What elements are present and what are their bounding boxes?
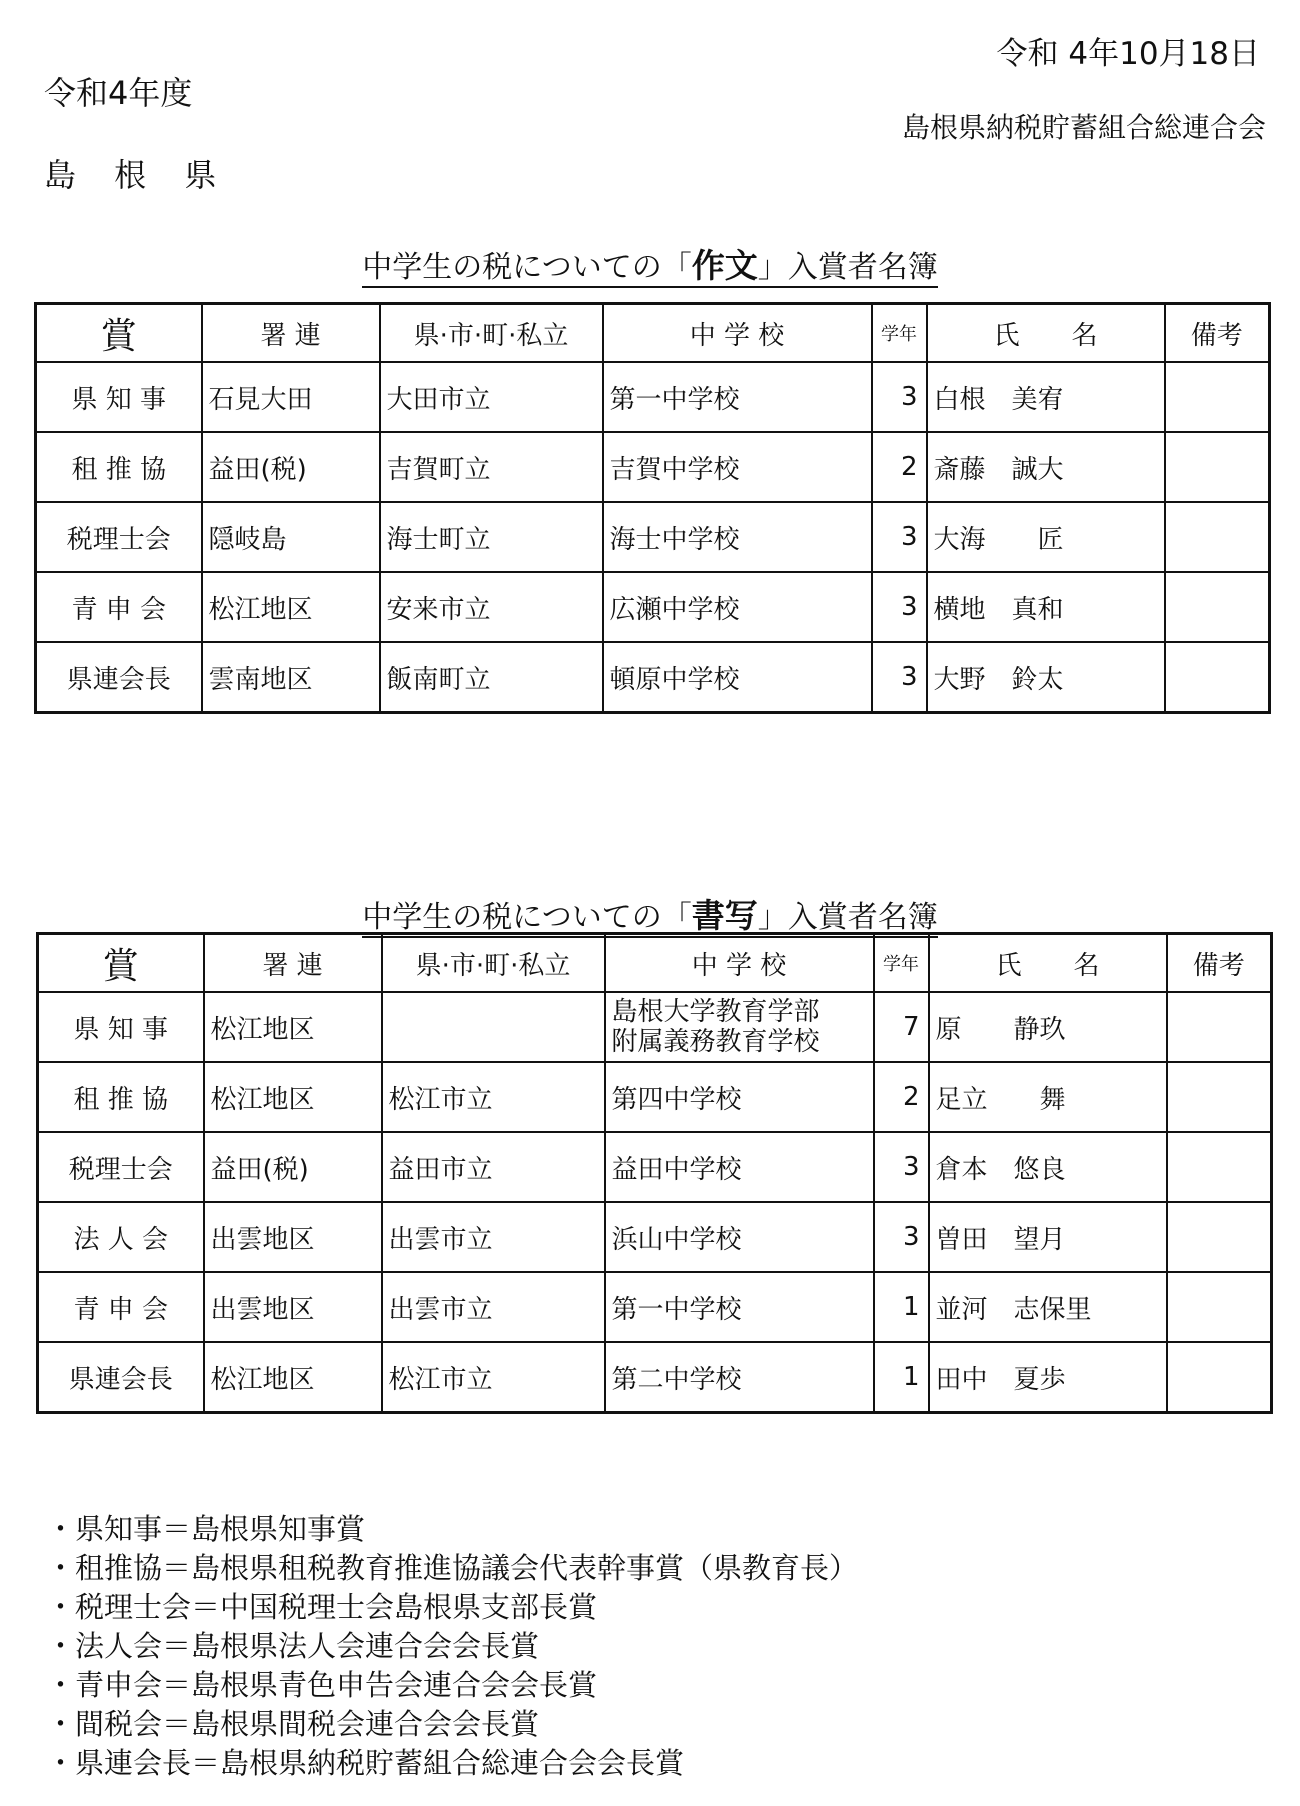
district-cell: 隠岐島 [202,502,380,572]
municipality-cell: 安来市立 [380,572,603,642]
municipality-cell: 出雲市立 [382,1202,605,1272]
table-row [36,502,1270,572]
award-cell: 県連会長 [38,1342,204,1413]
grade-cell: 1 [874,1272,929,1342]
col-name: 氏 名 [929,934,1167,993]
municipality-cell: 吉賀町立 [380,432,603,502]
table-row [36,572,1270,642]
municipality-cell: 松江市立 [382,1062,605,1132]
name-cell: 原 静玖 [929,992,1167,1062]
school-cell: 浜山中学校 [605,1202,874,1272]
municipality-cell: 大田市立 [380,362,603,432]
col-district: 署 連 [202,304,380,363]
municipality-cell: 松江市立 [382,1342,605,1413]
name-cell: 白根 美宥 [927,362,1165,432]
award-cell: 法 人 会 [38,1202,204,1272]
grade-cell: 3 [874,1132,929,1202]
award-cell: 青 申 会 [38,1272,204,1342]
table-header-row [38,934,1272,993]
district-cell: 松江地区 [202,572,380,642]
note-cell [1167,992,1272,1062]
grade-cell: 3 [872,572,927,642]
district-cell: 松江地区 [204,1342,382,1413]
name-cell: 足立 舞 [929,1062,1167,1132]
school-cell: 広瀬中学校 [603,572,872,642]
col-award: 賞 [36,304,202,363]
table-row [36,432,1270,502]
col-note: 備考 [1165,304,1270,363]
calligraphy-title: 中学生の税についての「書写」入賞者名簿 [0,890,1300,937]
school-cell: 第一中学校 [603,362,872,432]
award-legend [46,1510,858,1783]
school-cell: 第四中学校 [605,1062,874,1132]
note-cell [1165,502,1270,572]
note-cell [1167,1062,1272,1132]
note-cell [1167,1132,1272,1202]
col-grade: 学年 [872,304,927,363]
legend-item: ・税理士会＝中国税理士会島根県支部長賞 [46,1590,598,1624]
grade-cell: 7 [874,992,929,1062]
table-row [36,642,1270,713]
note-cell [1165,432,1270,502]
table-row [38,1132,1272,1202]
col-school: 中 学 校 [605,934,874,993]
table-row [38,1342,1272,1413]
name-cell: 並河 志保里 [929,1272,1167,1342]
name-cell: 曽田 望月 [929,1202,1167,1272]
district-cell: 松江地区 [204,1062,382,1132]
school-line-1: 島根大学教育学部 [611,997,820,1027]
name-cell: 大海 匠 [927,502,1165,572]
legend-item: ・県連会長＝島根県納税貯蓄組合総連合会会長賞 [46,1746,685,1780]
grade-cell: 2 [872,432,927,502]
award-cell: 青 申 会 [36,572,202,642]
col-grade: 学年 [874,934,929,993]
col-municipality: 県·市·町·私立 [382,934,605,993]
award-cell: 県 知 事 [38,992,204,1062]
note-cell [1165,362,1270,432]
name-cell: 倉本 悠良 [929,1132,1167,1202]
calligraphy-winners-table [36,932,1273,1414]
municipality-cell: 海士町立 [380,502,603,572]
district-cell: 石見大田 [202,362,380,432]
award-cell: 租 推 協 [36,432,202,502]
school-cell: 益田中学校 [605,1132,874,1202]
table-row [38,1272,1272,1342]
organization-name: 島根県納税貯蓄組合総連合会 [901,111,1266,144]
award-cell: 税理士会 [38,1132,204,1202]
table-row [38,992,1272,1062]
fiscal-year: 令和4年度 [44,74,193,112]
district-cell: 益田(税) [204,1132,382,1202]
col-note: 備考 [1167,934,1272,993]
col-school: 中 学 校 [603,304,872,363]
col-award: 賞 [38,934,204,993]
district-cell: 出雲地区 [204,1272,382,1342]
school-cell [605,992,874,1062]
essay-title: 中学生の税についての「作文」入賞者名簿 [0,240,1300,287]
legend-item: ・県知事＝島根県知事賞 [46,1512,366,1546]
document-date: 令和 4年10月18日 [996,36,1260,72]
municipality-cell: 出雲市立 [382,1272,605,1342]
col-name: 氏 名 [927,304,1165,363]
col-district: 署 連 [204,934,382,993]
district-cell: 松江地区 [204,992,382,1062]
school-cell: 第二中学校 [605,1342,874,1413]
note-cell [1167,1272,1272,1342]
district-cell: 雲南地区 [202,642,380,713]
award-cell: 租 推 協 [38,1062,204,1132]
table-row [38,1062,1272,1132]
table-header-row [36,304,1270,363]
school-cell: 吉賀中学校 [603,432,872,502]
name-cell: 大野 鈴太 [927,642,1165,713]
note-cell [1167,1202,1272,1272]
prefecture-name: 島 根 県 [44,156,231,194]
legend-item: ・青申会＝島根県青色申告会連合会会長賞 [46,1668,598,1702]
legend-item: ・間税会＝島根県間税会連合会会長賞 [46,1707,540,1741]
district-cell: 益田(税) [202,432,380,502]
legend-item: ・法人会＝島根県法人会連合会会長賞 [46,1629,540,1663]
grade-cell: 3 [874,1202,929,1272]
school-line-2: 附属義務教育学校 [611,1027,820,1057]
school-cell: 海士中学校 [603,502,872,572]
municipality-cell: 飯南町立 [380,642,603,713]
grade-cell: 2 [874,1062,929,1132]
table-row [38,1202,1272,1272]
municipality-cell: 益田市立 [382,1132,605,1202]
municipality-cell [382,992,605,1062]
note-cell [1165,572,1270,642]
essay-winners-table [34,302,1271,714]
award-cell: 県 知 事 [36,362,202,432]
name-cell: 横地 真和 [927,572,1165,642]
grade-cell: 1 [874,1342,929,1413]
name-cell: 斎藤 誠大 [927,432,1165,502]
legend-item: ・租推協＝島根県租税教育推進協議会代表幹事賞（県教育長） [46,1551,859,1585]
school-cell: 第一中学校 [605,1272,874,1342]
name-cell: 田中 夏歩 [929,1342,1167,1413]
note-cell [1165,642,1270,713]
col-municipality: 県·市·町·私立 [380,304,603,363]
district-cell: 出雲地区 [204,1202,382,1272]
table-row [36,362,1270,432]
award-cell: 県連会長 [36,642,202,713]
note-cell [1167,1342,1272,1413]
grade-cell: 3 [872,502,927,572]
school-cell: 頓原中学校 [603,642,872,713]
grade-cell: 3 [872,642,927,713]
award-cell: 税理士会 [36,502,202,572]
grade-cell: 3 [872,362,927,432]
